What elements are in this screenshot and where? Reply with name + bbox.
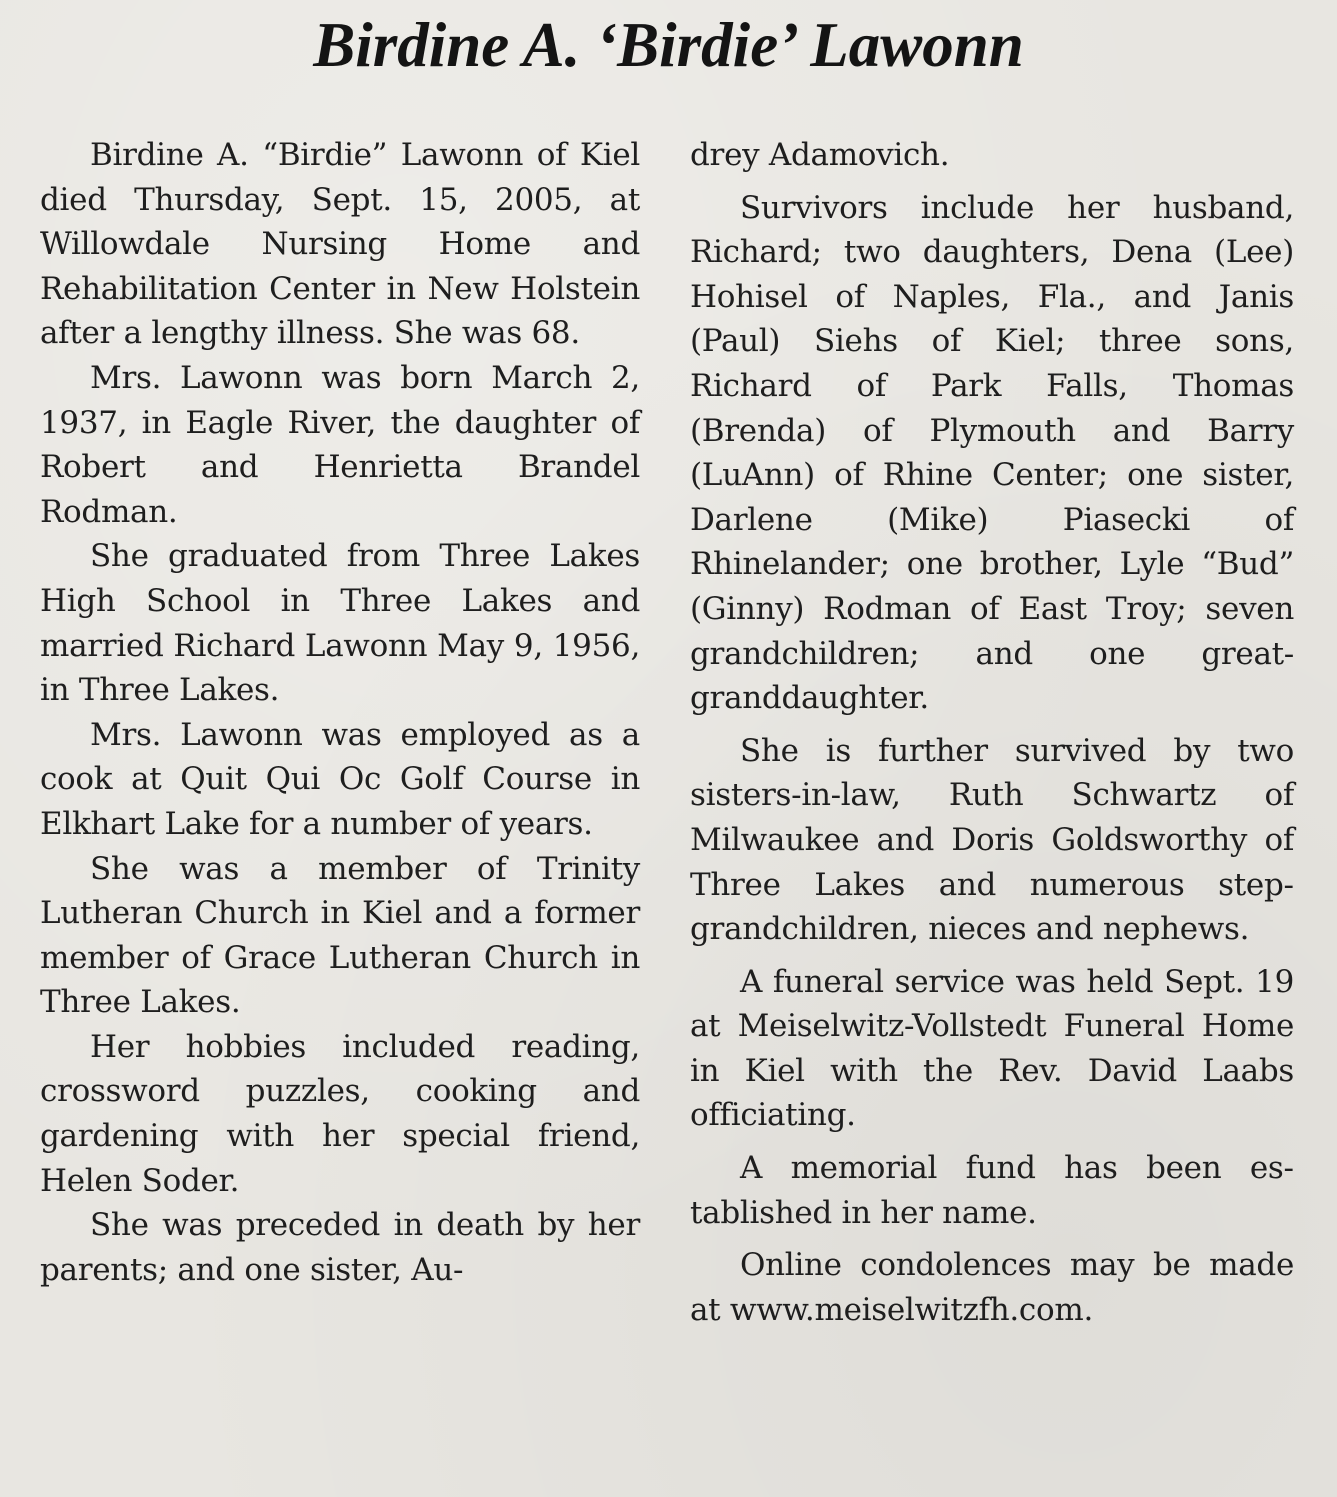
paragraph-employment: Mrs. Lawonn was employed as a cook at Quit Qui Oc Golf Course in Elkhart Lake for a number of years. (40, 716, 640, 842)
paragraph-continued: drey Adamovich. (690, 137, 950, 173)
paragraph-death-notice: Birdine A. “Birdie” Lawonn of Kiel died Thursday, Sept. 15, 2005, at Willowdale Nursing Home and Rehabilitation Center in New Holstein after a lengthy illness. She was 68. (40, 137, 640, 352)
paragraph-church: She was a member of Trinity Lutheran Church in Kiel and a former member of Grace Lutheran Church in Three Lakes. (40, 850, 640, 1021)
paragraph-funeral-service: A funeral service was held Sept. 19 at Meiselwitz-Vollstedt Funeral Home in Kiel with the Rev. David Laabs officiating. (690, 963, 1294, 1134)
paragraph-further-survived: She is further survived by two sisters-in-law, Ruth Schwartz of Milwaukee and Doris Goldsworthy of Three Lakes and numerous stepgrandchildren, nieces and nephews. (690, 732, 1294, 948)
paragraph-online-condolences: Online condolences may be made at www.meiselwitzfh.com. (690, 1247, 1294, 1328)
right-column (690, 133, 1294, 1340)
paragraph-hobbies: Her hobbies included reading, crossword puzzles, cooking and gardening with her special friend, Helen Soder. (40, 1028, 640, 1199)
paragraph-survivors: Survivors include her husband, Richard; two daughters, Dena (Lee) Hohisel of Naples, Fla., and Janis (Paul) Siehs of Kiel; three sons, Richard of Park Falls, Thomas (Brenda) of Plymouth and Barry (LuAnn) of Rhine Center; one sister, Darlene (Mike) Piasecki of Rhinelander; one brother, Lyle “Bud” (Ginny) Rodman of East Troy; seven grandchildren; and one great-granddaughter. (690, 189, 1294, 717)
paragraph-education-marriage: She graduated from Three Lakes High School in Three Lakes and married Richard Lawonn May 9, 1956, in Three Lakes. (40, 538, 640, 709)
left-column (40, 133, 640, 1292)
paragraph-memorial-fund: A memorial fund has been established in her name. (690, 1150, 1294, 1231)
obituary-headline: Birdine A. ‘Birdie’ Lawonn (313, 10, 1024, 80)
paragraph-preceded-in-death: She was preceded in death by her parents; and one sister, Au- (40, 1207, 640, 1288)
paragraph-birth: Mrs. Lawonn was born March 2, 1937, in Eagle River, the daughter of Robert and Henrietta Brandel Rodman. (40, 359, 640, 530)
